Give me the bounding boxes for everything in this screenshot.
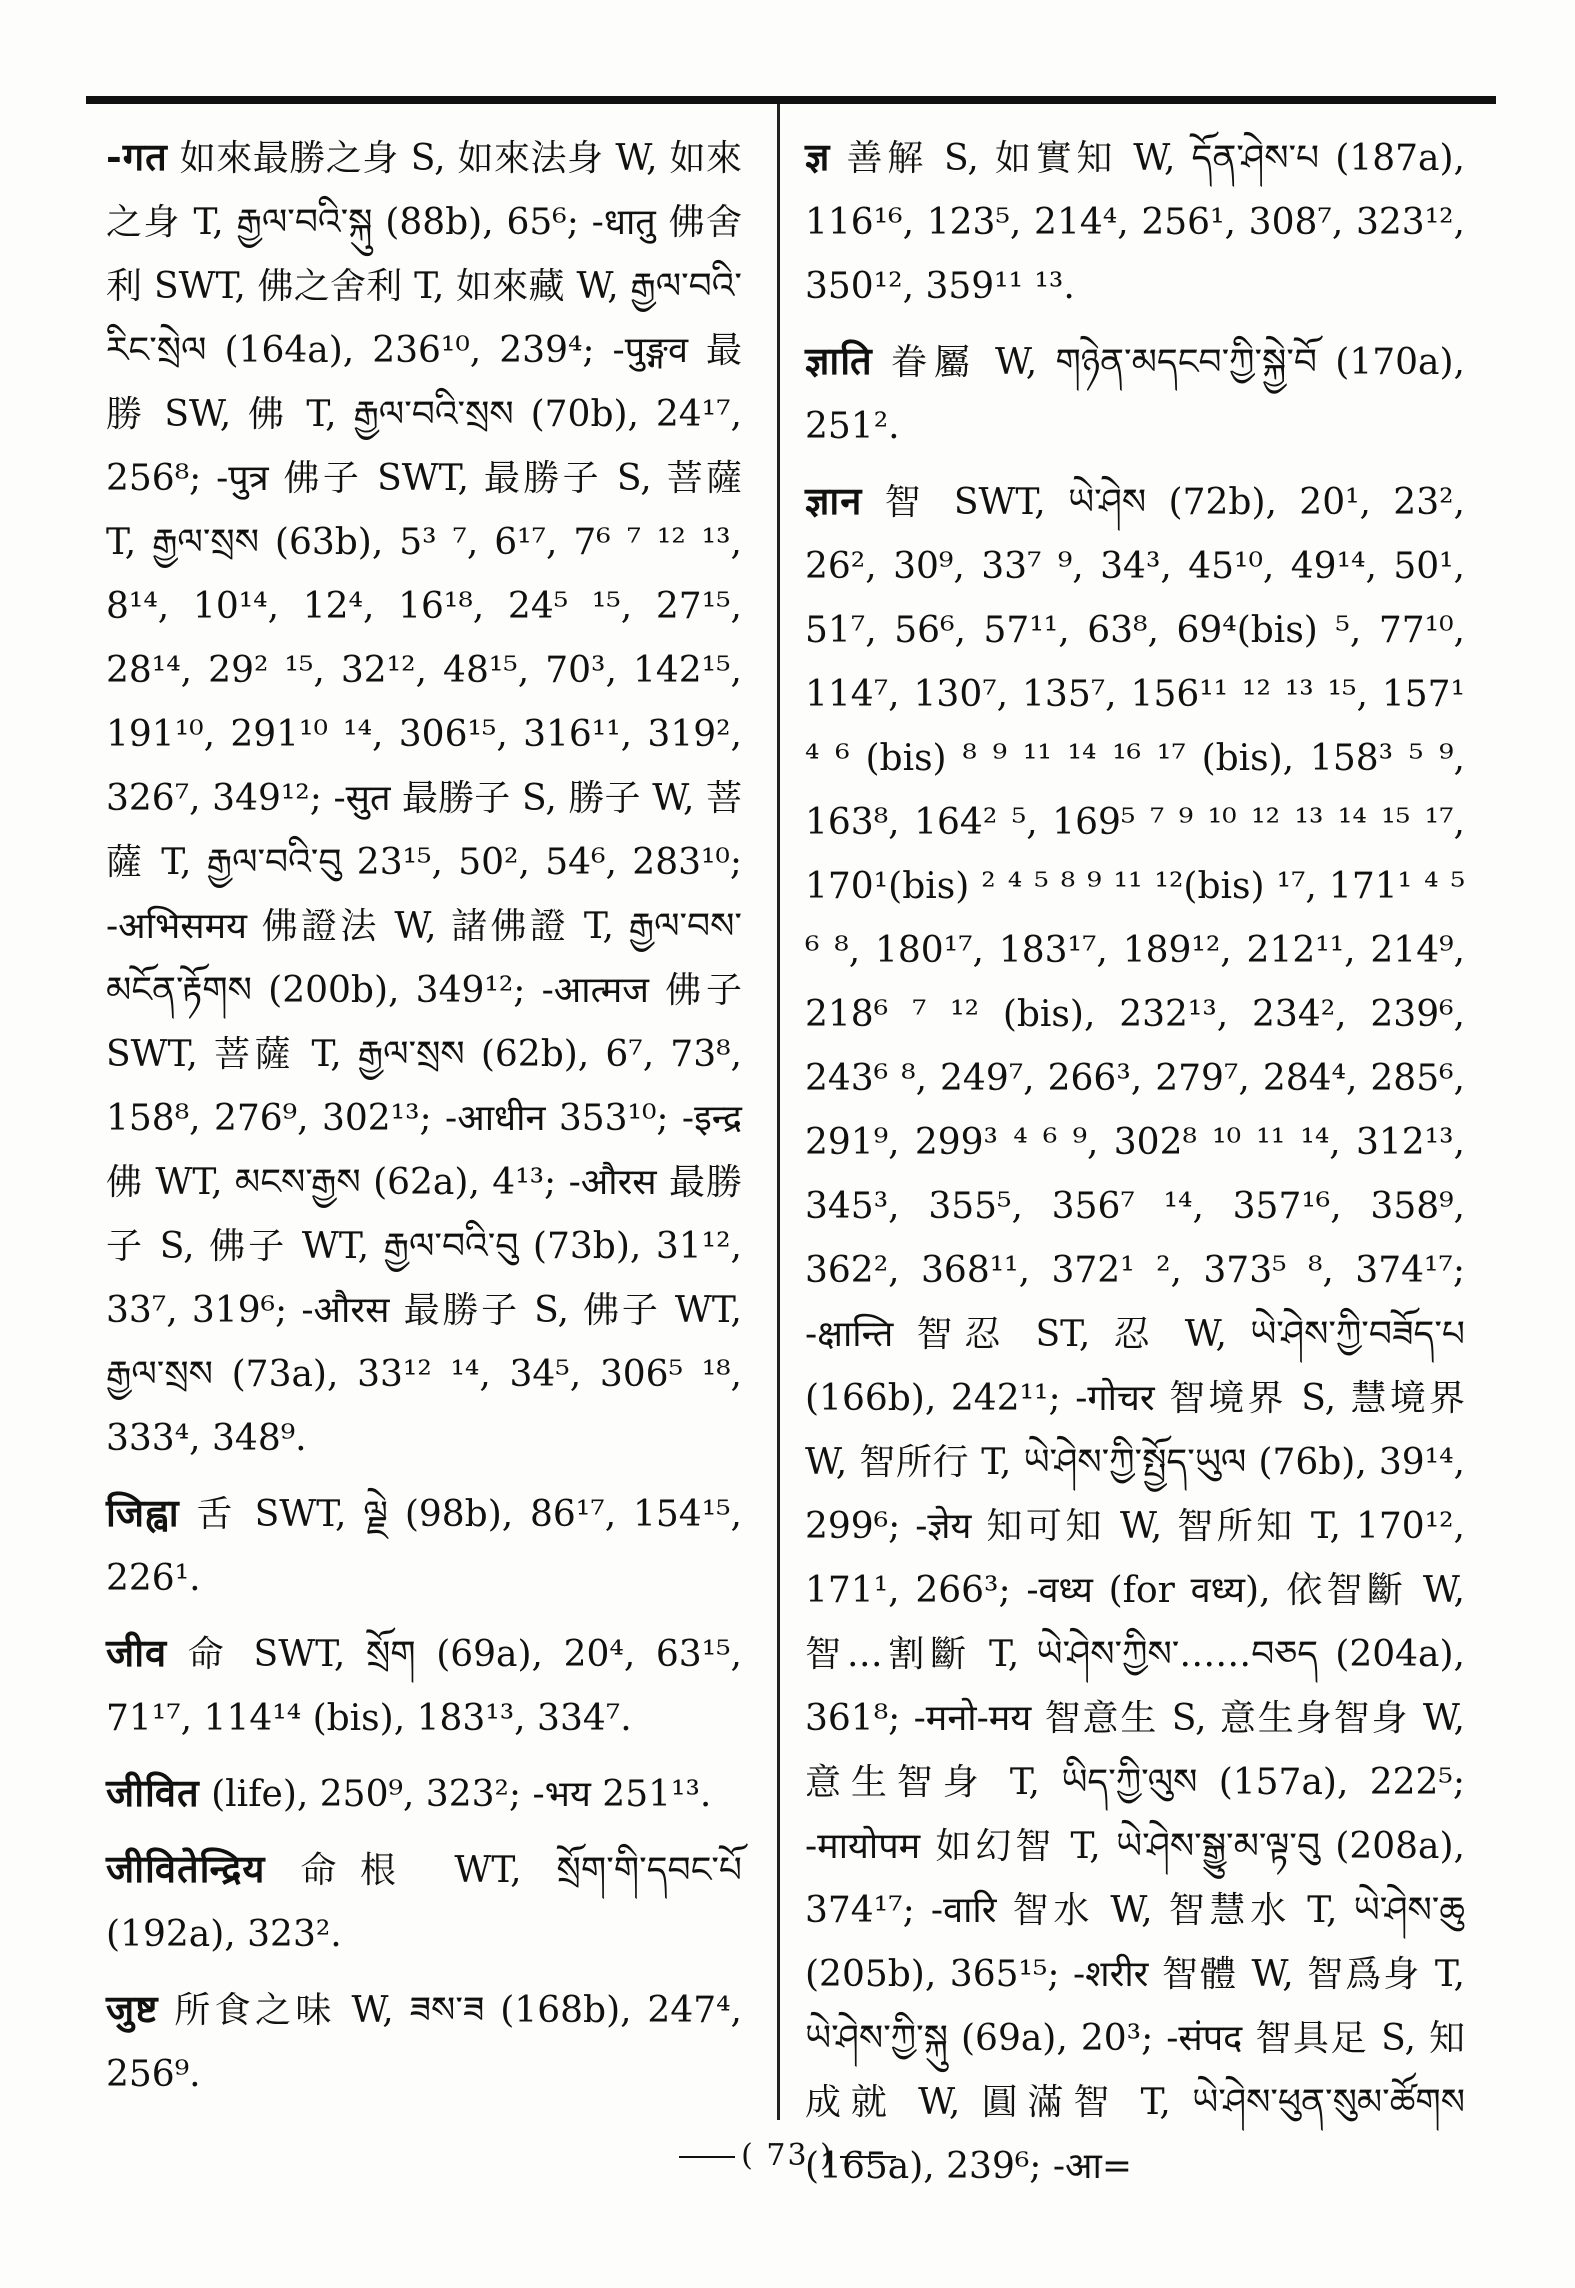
dictionary-entry bbox=[106, 1977, 742, 2107]
entry-body: 如來最勝之身 S, 如來法身 W, 如來之身 T, རྒྱལ་བའི་སྐུ (88b), 65⁶; -धातु 佛舍利 SWT, 佛之舍利 T, 如來藏 W, རྒྱལ་བའི་རིང་སྲེལ (164a), 236¹⁰, 239⁴; -पुङ्गव 最勝 SW, 佛 T, རྒྱལ་བའི་སྲས (70b), 24¹⁷, 256⁸; -पुत्र 佛子 SWT, 最勝子 S, 菩薩 T, རྒྱལ་སྲས (63b), 5³ ⁷, 6¹⁷, 7⁶ ⁷ ¹² ¹³, 8¹⁴, 10¹⁴, 12⁴, 16¹⁸, 24⁵ ¹⁵, 27¹⁵, 28¹⁴, 29² ¹⁵, 32¹², 48¹⁵, 70³, 142¹⁵, 191¹⁰, 291¹⁰ ¹⁴, 306¹⁵, 316¹¹, 319², 326⁷, 349¹²; -सुत 最勝子 S, 勝子 W, 菩薩 T, རྒྱལ་བའི་བུ 23¹⁵, 50², 54⁶, 283¹⁰; -अभिसमय 佛證法 W, 諸佛證 T, རྒྱལ་བས་མངོན་རྟོགས (200b), 349¹²; -आत्मज 佛子 SWT, 菩薩 T, རྒྱལ་སྲས (62b), 6⁷, 73⁸, 158⁸, 276⁹, 302¹³; -आधीन 353¹⁰; -इन्द्र 佛 WT, མངས་རྒྱས (62a), 4¹³; -औरस 最勝子 S, 佛子 WT, རྒྱལ་བའི་བུ (73b), 31¹², 33⁷, 319⁶; -औरस 最勝子 S, 佛子 WT, རྒྱལ་སྲས (73a), 33¹² ¹⁴, 34⁵, 306⁵ ¹⁸, 333⁴, 348⁹. bbox=[106, 138, 743, 1459]
entry-headword: जीवित bbox=[106, 1770, 200, 1815]
entry-body: 所食之味 W, ཟས་ཟ (168b), 247⁴, 256⁹. bbox=[106, 1990, 742, 2095]
entry-body: (life), 250⁹, 323²; -भय 251¹³. bbox=[211, 1774, 712, 1815]
entry-body: 善解 S, 如實知 W, དོན་ཤེས་པ (187a), 116¹⁶, 123⁵, 214⁴, 256¹, 308⁷, 323¹², 350¹², 359¹¹ ¹³. bbox=[805, 138, 1465, 307]
entry-body: 命 SWT, སྲོག (69a), 20⁴, 63¹⁵, 71¹⁷, 114¹⁴ (bis), 183¹³, 334⁷. bbox=[106, 1634, 742, 1739]
dictionary-entry bbox=[805, 329, 1465, 459]
dictionary-entry bbox=[106, 125, 742, 1471]
top-rule bbox=[86, 96, 1496, 104]
dictionary-entry bbox=[106, 1481, 742, 1611]
footer-dash-right bbox=[840, 2156, 896, 2158]
entry-headword: ज्ञाति bbox=[805, 338, 873, 383]
entry-body: 智 SWT, ཡེ་ཤེས (72b), 20¹, 23², 26², 30⁹, 33⁷ ⁹, 34³, 45¹⁰, 49¹⁴, 50¹, 51⁷, 56⁶, 57¹¹, 63⁸, 69⁴(bis) ⁵, 77¹⁰, 114⁷, 130⁷, 135⁷, 156¹¹ ¹² ¹³ ¹⁵, 157¹ ⁴ ⁶ (bis) ⁸ ⁹ ¹¹ ¹⁴ ¹⁶ ¹⁷ (bis), 158³ ⁵ ⁹, 163⁸, 164² ⁵, 169⁵ ⁷ ⁹ ¹⁰ ¹² ¹³ ¹⁴ ¹⁵ ¹⁷, 170¹(bis) ² ⁴ ⁵ ⁸ ⁹ ¹¹ ¹²(bis) ¹⁷, 171¹ ⁴ ⁵ ⁶ ⁸, 180¹⁷, 183¹⁷, 189¹², 212¹¹, 214⁹, 218⁶ ⁷ ¹² (bis), 232¹³, 234², 239⁶, 243⁶ ⁸, 249⁷, 266³, 279⁷, 284⁴, 285⁶, 291⁹, 299³ ⁴ ⁶ ⁹, 302⁸ ¹⁰ ¹¹ ¹⁴, 312¹³, 345³, 355⁵, 356⁷ ¹⁴, 357¹⁶, 358⁹, 362², 368¹¹, 372¹ ², 373⁵ ⁸, 374¹⁷; -क्षान्ति 智忍 ST, 忍 W, ཡེ་ཤེས་ཀྱི་བཟོད་པ (166b), 242¹¹; -गोचर 智境界 S, 慧境界 W, 智所行 T, ཡེ་ཤེས་ཀྱི་སྤྱོད་ཡུལ (76b), 39¹⁴, 299⁶; -ज्ञेय 知可知 W, 智所知 T, 170¹², 171¹, 266³; -वध्य (for वध्य), 依智斷 W, 智…割斷 T, ཡེ་ཤེས་ཀྱིས་……བཅད (204a), 361⁸; -मनो-मय 智意生 S, 意生身智身 W, 意生智身 T, ཡིད་ཀྱི་ལུས (157a), 222⁵; -मायोपम 如幻智 T, ཡེ་ཤེས་སྒྱུ་མ་ལྟ་བུ (208a), 374¹⁷; -वारि 智水 W, 智慧水 T, ཡེ་ཤེས་ཆུ (205b), 365¹⁵; -शरीर 智體 W, 智爲身 T, ཡེ་ཤེས་ཀྱི་སྐུ (69a), 20³; -संपद 智具足 S, 知成就 W, 圓滿智 T, ཡེ་ཤེས་ཕུན་སུམ་ཚོགས (165a), 239⁶; -आ= bbox=[805, 482, 1465, 2187]
dictionary-entry bbox=[805, 469, 1465, 2199]
dictionary-entry bbox=[805, 125, 1465, 319]
dictionary-entry bbox=[106, 1621, 742, 1751]
entry-headword: ज्ञान bbox=[805, 478, 863, 523]
entry-headword: -गत bbox=[106, 134, 168, 179]
entry-headword: जीव bbox=[106, 1630, 168, 1675]
entry-body: 命根 WT, སྲོག་གི་དབང་པོ (192a), 323². bbox=[106, 1850, 742, 1955]
dictionary-entry bbox=[106, 1761, 742, 1827]
right-column bbox=[805, 125, 1465, 2209]
footer-dash-left bbox=[679, 2156, 735, 2158]
page-number: ( 73 ) bbox=[741, 2138, 834, 2173]
dictionary-entry bbox=[106, 1837, 742, 1967]
entry-body: 舌 SWT, ལྗེ (98b), 86¹⁷, 154¹⁵, 226¹. bbox=[106, 1494, 742, 1599]
page-footer bbox=[0, 2138, 1575, 2173]
entry-headword: ज्ञ bbox=[805, 134, 831, 179]
column-divider bbox=[777, 104, 780, 2120]
entry-headword: जुष्ट bbox=[106, 1986, 159, 2031]
entry-headword: जिह्वा bbox=[106, 1490, 180, 1535]
entry-headword: जीवितेन्द्रिय bbox=[106, 1846, 266, 1891]
left-column bbox=[106, 125, 742, 2117]
entry-body: 眷屬 W, གཉེན་མདངབ་ཀྱི་སྐྱེ་བོ (170a), 251². bbox=[805, 342, 1465, 447]
